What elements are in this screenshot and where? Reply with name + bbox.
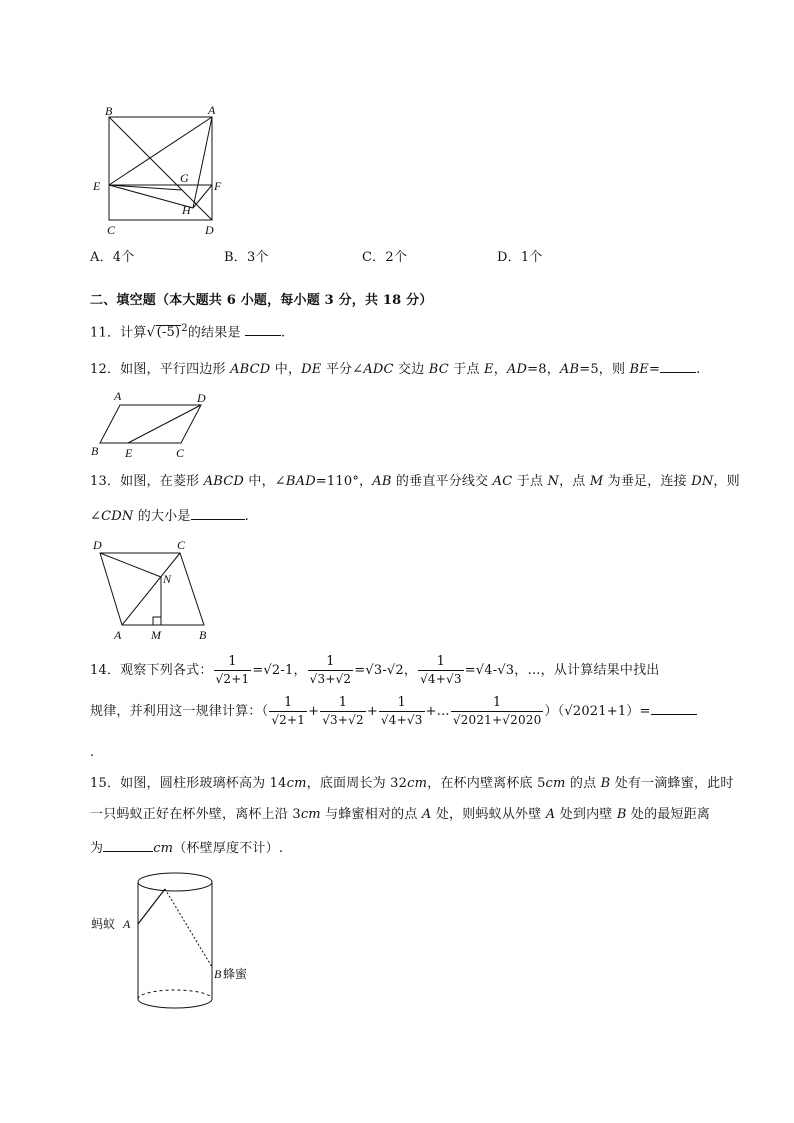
q13-ac: AC xyxy=(492,474,513,489)
q13-text-r: 的大小是 xyxy=(133,509,191,524)
figure-rhombus xyxy=(85,535,220,645)
q10-option-c[interactable]: C．2个 xyxy=(362,250,408,265)
q13-text-a: 13．如图，在菱形 xyxy=(90,474,204,489)
q12-text-e: 平分∠ xyxy=(321,362,364,377)
label-D: D xyxy=(93,538,102,552)
q15-point-a: A xyxy=(545,807,556,822)
question-13 xyxy=(90,473,740,491)
q11-radicand: (-5) xyxy=(156,325,181,341)
q14-term-3: $\frac{1}{√4+√3}$ xyxy=(380,695,423,727)
q15-text-k: 为 xyxy=(90,841,104,856)
q14-res-1: =√2-1， xyxy=(252,663,307,678)
q13-end: . xyxy=(244,509,249,524)
q15-text-a: 15．如图，圆柱形玻璃杯高为 14 xyxy=(90,776,287,791)
label-C: C xyxy=(177,538,186,552)
q14-end: . xyxy=(90,745,95,760)
question-15 xyxy=(90,775,734,793)
q15-text-e: 处有一滴蜂蜜，此时 xyxy=(610,776,734,791)
q13-bad: BAD xyxy=(285,474,316,489)
question-13-line2 xyxy=(90,505,249,526)
q14-tail: ）（√2021+1）= xyxy=(544,704,651,719)
label-F: F xyxy=(214,179,222,193)
question-14-line2 xyxy=(90,695,697,729)
q15-text-h: 处，则蚂蚁从外壁 xyxy=(431,807,546,822)
label-M: M xyxy=(151,628,161,642)
q11-post: 的结果是 xyxy=(187,325,241,341)
q13-text-c: 中，∠ xyxy=(244,474,286,489)
q13-answer-blank[interactable] xyxy=(191,505,245,520)
q13-text-e: =110°， xyxy=(315,474,373,489)
q12-text-m: =8， xyxy=(527,362,560,377)
q15-point-b: B xyxy=(600,776,611,791)
q15-text-d: 的点 xyxy=(565,776,601,791)
q10-option-d[interactable]: D．1个 xyxy=(497,250,543,265)
q14-term-4: $\frac{1}{√2021+√2020}$ xyxy=(452,695,542,727)
label-G: G xyxy=(180,171,189,185)
label-E: E xyxy=(93,179,101,193)
question-15-line3 xyxy=(90,837,283,858)
label-D: D xyxy=(197,391,206,405)
q15-text-l: （杯壁厚度不计）. xyxy=(173,841,284,856)
label-C: C xyxy=(107,223,116,237)
q10-option-a[interactable]: A．4个 xyxy=(90,250,135,265)
q15-text-c: ，在杯内壁离杯底 5 xyxy=(427,776,546,791)
question-11 xyxy=(90,319,285,343)
q15-answer-blank[interactable] xyxy=(103,837,153,852)
q14-res-2: =√3-√2， xyxy=(354,663,418,678)
figure-parallelogram xyxy=(85,385,215,460)
q10-option-b[interactable]: B．3个 xyxy=(224,250,269,265)
q14-text-a: 14．观察下列各式： xyxy=(90,663,213,678)
label-E: E xyxy=(125,446,133,460)
label-B: B xyxy=(91,444,99,458)
q12-text-g: 交边 xyxy=(393,362,429,377)
label-A: A xyxy=(208,103,216,117)
q12-end: . xyxy=(696,362,701,377)
q15-text-b: ，底面周长为 32 xyxy=(306,776,408,791)
q14-answer-blank[interactable] xyxy=(651,700,697,715)
q14-plus-2: + xyxy=(366,704,378,719)
q14-plus-1: + xyxy=(308,704,320,719)
label-B: B xyxy=(199,628,207,642)
q13-text-o: ，则 xyxy=(713,474,740,489)
q15-point-b: B xyxy=(616,807,627,822)
section-title: 二、填空题（本大题共 6 小题，每小题 3 分，共 18 分） xyxy=(90,293,433,308)
q14-res-3: =√4-√3，…，从计算结果中找出 xyxy=(464,663,660,678)
q13-dn: DN xyxy=(691,474,714,489)
q12-de: DE xyxy=(301,362,322,377)
label-b: B xyxy=(214,967,222,981)
q13-text-m: 为垂足，连接 xyxy=(603,474,692,489)
q14-dots: +… xyxy=(425,704,450,719)
label-honey: 蜂蜜 xyxy=(223,967,248,981)
q11-end: . xyxy=(281,325,286,341)
label-ant-a: A xyxy=(123,917,131,931)
q15-cm: cm xyxy=(545,776,566,791)
figure-square-bcda xyxy=(85,100,235,240)
q12-e: E xyxy=(484,362,494,377)
q13-m: M xyxy=(589,474,604,489)
q11-answer-blank[interactable] xyxy=(245,321,281,336)
question-12 xyxy=(90,358,700,379)
label-H: H xyxy=(182,203,191,217)
q12-ab: AB xyxy=(559,362,580,377)
q13-n: N xyxy=(547,474,560,489)
q13-text-i: 于点 xyxy=(512,474,548,489)
q14-frac-3: $\frac{1}{√4+√3}$ xyxy=(420,654,462,686)
label-A: A xyxy=(114,389,122,403)
q12-ad: AD xyxy=(506,362,528,377)
q12-text-k: ， xyxy=(493,362,507,377)
label-D: D xyxy=(205,223,214,237)
q11-exp: 2 xyxy=(181,323,188,334)
q12-text-a: 12．如图，平行四边形 xyxy=(90,362,231,377)
q15-text-j: 处的最短距离 xyxy=(626,807,711,822)
q15-point-a: A xyxy=(421,807,432,822)
q13-angle: ∠ xyxy=(90,509,102,524)
q14-frac-1: $\frac{1}{√2+1}$ xyxy=(215,654,250,686)
q12-bc: BC xyxy=(428,362,449,377)
q15-cm: cm xyxy=(153,841,174,856)
q12-adc: ADC xyxy=(363,362,394,377)
q15-cm: cm xyxy=(407,776,428,791)
label-N: N xyxy=(163,572,172,586)
label-B: B xyxy=(105,104,113,118)
q12-answer-blank[interactable] xyxy=(660,358,696,373)
question-14 xyxy=(90,654,659,688)
figure-cylinder xyxy=(85,862,265,1022)
q14-term-1: $\frac{1}{√2+1}$ xyxy=(271,695,306,727)
q15-text-i: 处到内壁 xyxy=(555,807,617,822)
q12-abcd: ABCD xyxy=(230,362,271,377)
q14-term-2: $\frac{1}{√3+√2}$ xyxy=(322,695,364,727)
q15-cm: cm xyxy=(300,807,321,822)
q11-pre: 11．计算 xyxy=(90,325,147,341)
sqrt-icon: √ xyxy=(146,324,156,341)
q12-eq: = xyxy=(648,362,661,377)
q14-text-b: 规律，并利用这一规律计算：（ xyxy=(90,704,269,719)
q12-be: BE xyxy=(629,362,649,377)
q15-cm: cm xyxy=(286,776,307,791)
label-A: A xyxy=(114,628,122,642)
q15-text-g: 与蜂蜜相对的点 xyxy=(320,807,422,822)
q13-text-k: ，点 xyxy=(559,474,590,489)
label-ant: 蚂蚁 xyxy=(91,917,116,931)
label-C: C xyxy=(176,446,185,460)
q13-ab: AB xyxy=(372,474,392,489)
q13-text-g: 的垂直平分线交 xyxy=(391,474,493,489)
q13-abcd: ABCD xyxy=(203,474,245,489)
q14-frac-2: $\frac{1}{√3+√2}$ xyxy=(309,654,352,686)
q12-text-c: 中， xyxy=(270,362,302,377)
q12-text-i: 于点 xyxy=(448,362,484,377)
q12-text-o: =5，则 xyxy=(579,362,630,377)
question-15-line2 xyxy=(90,806,710,824)
q13-cdn: CDN xyxy=(101,509,134,524)
q15-text-f: 一只蚂蚁正好在杯外壁，离杯上沿 3 xyxy=(90,807,301,822)
